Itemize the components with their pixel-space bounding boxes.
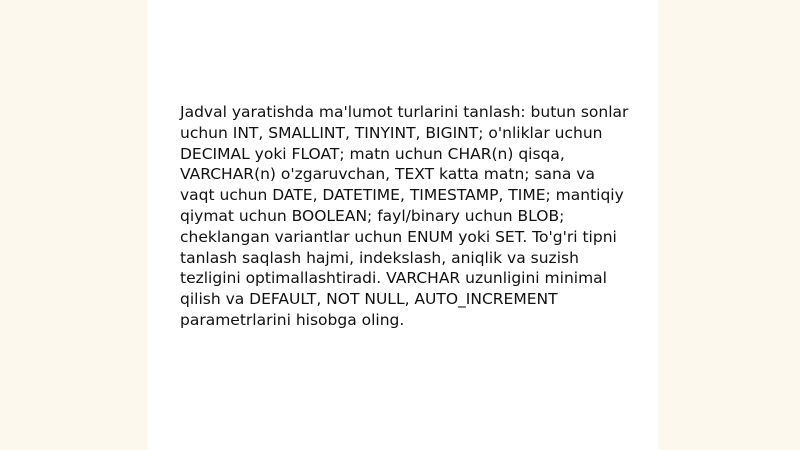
document-paragraph: Jadval yaratishda ma'lumot turlarini tanlash: butun sonlar uchun INT, SMALLINT, TINYINT, BIGINT; o'nliklar uchun DECIMAL yoki FLOAT; matn uchun CHAR(n) qisqa, VARCHAR(n) o'zgaruvchan, TEXT katta matn; sana va vaqt uchun DATE, DATETIME, TIMESTAMP, TIME; mantiqiy qiymat uchun BOOLEAN; fayl/binary uchun BLOB; cheklangan variantlar uchun ENUM yoki SET. To'g'ri tipni tanlash saqlash hajmi, indekslash, aniqlik va suzish tezligini optimallashtiradi. VARCHAR uzunligini minimal qilish va DEFAULT, NOT NULL, AUTO_INCREMENT parametrlarini hisobga oling. [180, 103, 629, 329]
document-page [148, 0, 658, 450]
